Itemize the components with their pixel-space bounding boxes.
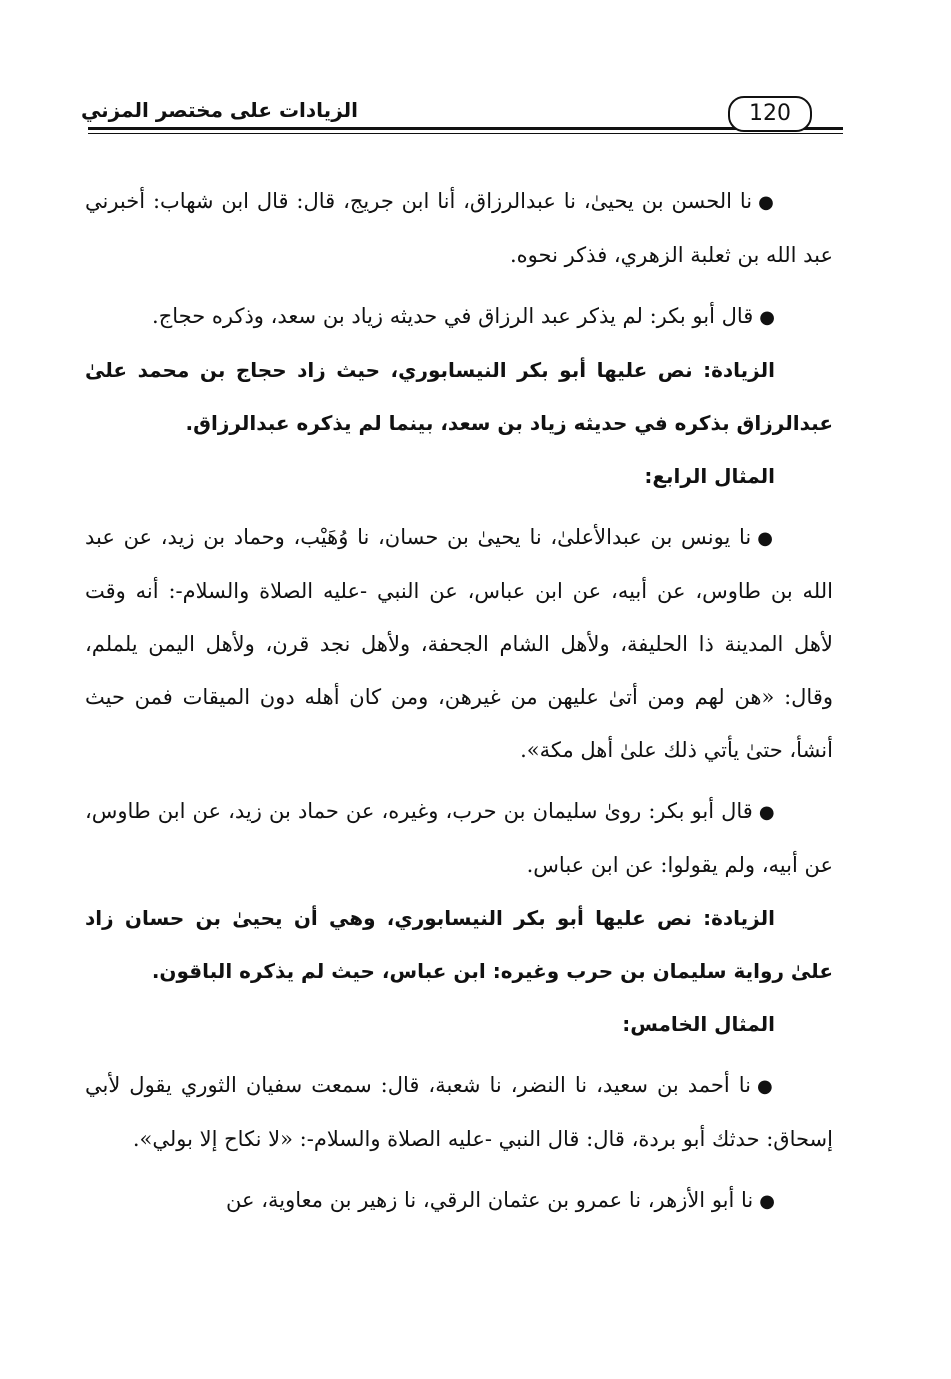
paragraph-5: ●نا أحمد بن سعيد، نا النضر، نا شعبة، قال: سمعت سفيان الثوري يقول لأبي إسحاق: حدثك أبو بردة، قال: قال النبي -عليه الصلاة والسلام-: «لا نكاح إلا بولي». — [85, 1073, 833, 1151]
paragraph-2: ●قال أبو بكر: لم يذكر عبد الرزاق في حديثه زياد بن سعد، وذكره حجاج. — [152, 304, 775, 328]
bullet-icon: ● — [756, 1076, 775, 1097]
paragraph-6: ●نا أبو الأزهر، نا عمرو بن عثمان الرقي، نا زهير بن معاوية، عن — [226, 1188, 775, 1212]
bullet-icon: ● — [759, 1191, 775, 1212]
paragraph-3: ●نا يونس بن عبدالأعلىٰ، نا يحيىٰ بن حسان، نا وُهَيْب، وحماد بن زيد، عن عبد الله بن طاوس، عن أبيه، عن ابن عباس، عن النبي -عليه الصلاة والسلام-: أنه وقت لأهل المدينة ذا الحليفة، ولأهل الشام الجحفة، ولأهل نجد قرن، ولأهل اليمن يلملم، وقال: «هن لهم ومن أتىٰ عليهن من غيرهن، ومن كان أهله دون الميقات فمن حيث أنشأ، حتىٰ يأتي ذلك علىٰ أهل مكة». — [85, 525, 833, 762]
page-number: 120 — [728, 96, 812, 132]
header-rule-thin — [88, 133, 843, 134]
page-body — [85, 175, 833, 1228]
page-header — [80, 96, 843, 136]
header-rule-thick — [88, 127, 843, 130]
bullet-icon: ● — [757, 528, 775, 549]
paragraph-ziyada-1: الزيادة: نص عليها أبو بكر النيسابوري، حيث زاد حجاج بن محمد علىٰ عبدالرزاق بذكره في حديثه زياد بن سعد، بينما لم يذكره عبدالرزاق. — [85, 358, 833, 435]
paragraph-ziyada-2: الزيادة: نص عليها أبو بكر النيسابوري، وهي أن يحيىٰ بن حسان زاد علىٰ رواية سليمان بن حرب وغيره: ابن عباس، حيث لم يذكره الباقون. — [85, 906, 833, 983]
paragraph-4: ●قال أبو بكر: روىٰ سليمان بن حرب، وغيره، عن حماد بن زيد، عن ابن طاوس، عن أبيه، ولم يقولوا: عن ابن عباس. — [85, 799, 833, 877]
running-title: الزيادات على مختصر المزني — [80, 98, 358, 122]
bullet-icon: ● — [758, 802, 775, 823]
heading-example-5: المثال الخامس: — [622, 1012, 775, 1036]
bullet-icon: ● — [759, 307, 775, 328]
bullet-icon: ● — [758, 192, 775, 213]
paragraph-1: ●نا الحسن بن يحيىٰ، نا عبدالرزاق، أنا ابن جريج، قال: قال ابن شهاب: أخبرني عبد الله بن ثعلبة الزهري، فذكر نحوه. — [85, 189, 833, 267]
heading-example-4: المثال الرابع: — [644, 464, 775, 488]
